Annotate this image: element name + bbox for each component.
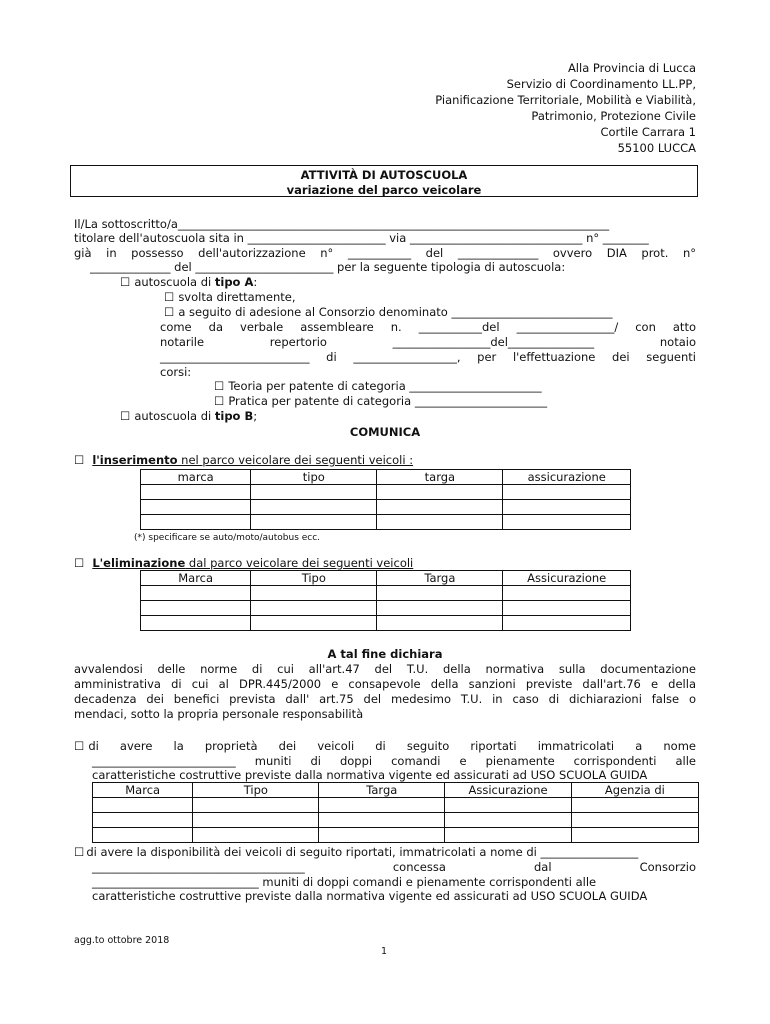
table-row[interactable]	[141, 485, 631, 500]
dichiara-line: avvalendosi delle norme di cui all'art.47 del T.U. della normativa sulla documentazione	[74, 662, 696, 676]
checkbox-icon[interactable]: ☐	[120, 275, 131, 289]
checkbox-icon[interactable]: ☐	[214, 379, 225, 393]
disponibilita-option[interactable]: ☐ di avere la disponibilità dei veicoli di seguito riportati, immatricolati a nome di _________________	[74, 845, 639, 859]
recipient-line: Alla Provincia di Lucca	[567, 61, 696, 75]
corsi-label: corsi:	[160, 365, 192, 379]
verbale-line: come da verbale assembleare n. ___________del _________________/ con atto	[160, 320, 696, 334]
recipient-line: Pianificazione Territoriale, Mobilità e Viabilità,	[435, 93, 696, 107]
checkbox-icon[interactable]: ☐	[120, 409, 131, 423]
intro-line: ______________ del ________________________ per la seguente tipologia di autoscuola:	[90, 260, 566, 274]
title-box	[70, 165, 698, 197]
column-header: Tipo	[193, 783, 319, 798]
proprieta-table	[92, 782, 699, 843]
disponibilita-line: _____________________________________ concessa dal Consorzio	[92, 860, 696, 874]
table-row[interactable]	[141, 515, 631, 530]
table-row[interactable]	[141, 500, 631, 515]
vehicle-type-note: (*) specificare se auto/moto/autobus ecc.	[134, 533, 321, 543]
recipient-line: 55100 LUCCA	[617, 141, 696, 155]
table-header-row	[141, 470, 631, 485]
recipient-line: Cortile Carrara 1	[600, 125, 696, 139]
column-header: Marca	[93, 783, 193, 798]
dichiara-line: mendaci, sotto la propria personale responsabilità	[74, 707, 364, 721]
column-header: Assicurazione	[503, 571, 631, 586]
teoria-option[interactable]: ☐ Teoria per patente di categoria _______________________	[214, 379, 542, 393]
column-header: Targa	[377, 571, 503, 586]
intro-line: Il/La sottoscritto/a___________________________________________________________________________	[74, 217, 610, 231]
inserimento-table	[140, 469, 631, 530]
recipient-block	[435, 60, 696, 156]
disponibilita-line: _____________________________ muniti di doppi comandi e pienamente corrispondenti alle	[92, 875, 597, 889]
checkbox-icon[interactable]: ☐	[74, 845, 85, 859]
eliminazione-table	[140, 570, 631, 631]
checkbox-icon[interactable]: ☐	[164, 305, 175, 319]
inserimento-option[interactable]: ☐ l'inserimento nel parco veicolare dei seguenti veicoli :	[74, 453, 414, 467]
checkbox-icon[interactable]: ☐	[164, 290, 175, 304]
dichiara-heading: A tal fine dichiara	[327, 647, 443, 661]
title-sub: variazione del parco veicolare	[286, 183, 482, 197]
adesione-option[interactable]: ☐ a seguito di adesione al Consorzio denominato ____________________________	[164, 305, 613, 319]
column-header: Marca	[141, 571, 251, 586]
table-row[interactable]	[141, 601, 631, 616]
tipo-a-option[interactable]: ☐ autoscuola di tipo A:	[120, 275, 258, 289]
verbale-line: __________________________ di __________________, per l'effettuazione dei seguenti	[160, 350, 696, 364]
intro-line: già in possesso dell'autorizzazione n° ___________ del ______________ ovvero DIA prot. n°	[74, 246, 696, 260]
disponibilita-line: caratteristiche costruttive previste dalla normativa vigente ed assicurati ad USO SCUOLA GUIDA	[92, 889, 648, 903]
column-header: tipo	[251, 470, 377, 485]
table-header-row	[93, 783, 699, 798]
column-header: Agenzia di	[571, 783, 698, 798]
checkbox-icon[interactable]: ☐	[74, 453, 85, 467]
table-row[interactable]	[93, 798, 699, 813]
column-header: Targa	[319, 783, 445, 798]
checkbox-icon[interactable]: ☐	[74, 556, 85, 570]
column-header: Tipo	[251, 571, 377, 586]
proprieta-option[interactable]: ☐ di avere la proprietà dei veicoli di seguito riportati immatricolati a nome	[74, 739, 696, 753]
checkbox-icon[interactable]: ☐	[74, 739, 85, 753]
dichiara-line: decadenza dei benefici prevista dall' art.75 del medesimo T.U. in caso di dichiarazioni false o	[74, 692, 696, 706]
title-main: ATTIVITÀ DI AUTOSCUOLA	[300, 168, 468, 182]
table-row[interactable]	[93, 828, 699, 843]
proprieta-line: _________________________ muniti di doppi comandi e pienamente corrispondenti alle	[92, 754, 696, 768]
dichiara-line: amministrativa di cui al DPR.445/2000 e consapevole della sanzioni previste dall'art.76 e della	[74, 677, 696, 691]
tipo-b-option[interactable]: ☐ autoscuola di tipo B;	[120, 409, 258, 423]
verbale-line: notarile repertorio _________________del_______________ notaio	[160, 335, 696, 349]
eliminazione-option[interactable]: ☐ L'eliminazione dal parco veicolare dei seguenti veicoli	[74, 556, 414, 570]
column-header: marca	[141, 470, 251, 485]
intro-line: titolare dell'autoscuola sita in ________________________ via ______________________________ n° ________	[74, 231, 649, 245]
comunica-heading: COMUNICA	[349, 425, 421, 439]
table-row[interactable]	[93, 813, 699, 828]
proprieta-line: caratteristiche costruttive previste dalla normativa vigente ed assicurati ad USO SCUOLA GUIDA	[92, 768, 648, 782]
column-header: Assicurazione	[445, 783, 572, 798]
recipient-line: Servizio di Coordinamento LL.PP,	[506, 77, 696, 91]
pratica-option[interactable]: ☐ Pratica per patente di categoria _______________________	[214, 394, 548, 408]
table-row[interactable]	[141, 616, 631, 631]
column-header: targa	[377, 470, 503, 485]
page-number: 1	[381, 946, 388, 957]
checkbox-icon[interactable]: ☐	[214, 394, 225, 408]
table-row[interactable]	[141, 586, 631, 601]
table-header-row	[141, 571, 631, 586]
recipient-line: Patrimonio, Protezione Civile	[531, 109, 696, 123]
update-note: agg.to ottobre 2018	[74, 935, 170, 946]
column-header: assicurazione	[503, 470, 631, 485]
svolta-option[interactable]: ☐ svolta direttamente,	[164, 290, 296, 304]
